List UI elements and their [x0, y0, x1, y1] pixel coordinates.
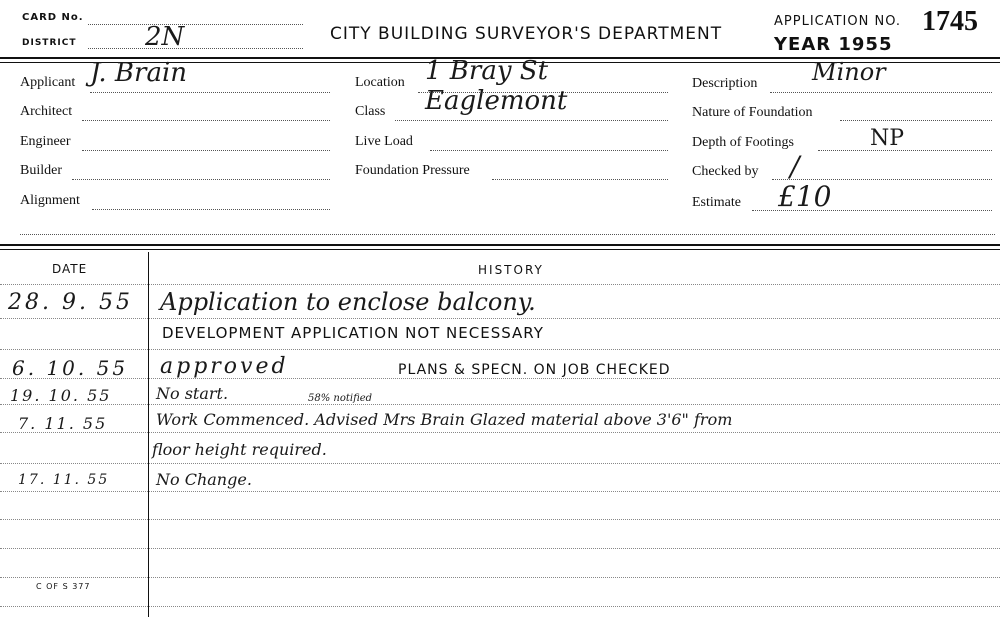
- date-header: DATE: [52, 262, 88, 276]
- estimate-label: Estimate: [692, 195, 741, 210]
- card-no-label: CARD No.: [22, 12, 84, 23]
- history-rule: [0, 284, 1000, 285]
- history-rule: [0, 548, 1000, 549]
- history-entry-text: floor height required.: [152, 440, 327, 459]
- history-rule: [0, 378, 1000, 379]
- history-rule: [0, 318, 1000, 319]
- class-label: Class: [355, 104, 386, 119]
- history-rule: [0, 606, 1000, 607]
- district-line: [88, 48, 303, 49]
- history-rule-bottom: [0, 249, 1000, 250]
- depth-line: [818, 150, 992, 151]
- history-rule-top: [0, 244, 1000, 246]
- form-code: C OF S 377: [36, 582, 91, 591]
- date-column-divider: [148, 252, 149, 617]
- history-rule: [0, 519, 1000, 520]
- application-no-value: 1745: [922, 6, 978, 37]
- checked-by-value: /: [790, 150, 800, 183]
- history-rule: [0, 463, 1000, 464]
- history-header: HISTORY: [478, 263, 544, 277]
- development-stamp: DEVELOPMENT APPLICATION NOT NECESSARY: [162, 324, 544, 342]
- card-no-line: [88, 24, 303, 25]
- applicant-label: Applicant: [20, 75, 76, 90]
- history-entry-text: Application to enclose balcony.: [160, 288, 536, 316]
- history-entry-text: No Change.: [156, 470, 252, 489]
- history-rule: [0, 349, 1000, 350]
- plans-checked-stamp: PLANS & SPECN. ON JOB CHECKED: [398, 362, 671, 378]
- district-value: 2N: [145, 22, 185, 52]
- location-value: 1 Bray St: [425, 56, 549, 86]
- depth-of-footings-label: Depth of Footings: [692, 135, 794, 150]
- estimate-value: £10: [778, 180, 832, 213]
- description-value: Minor: [812, 58, 886, 86]
- history-entry-date: 7. 11. 55: [18, 414, 108, 433]
- history-entry-text: Work Commenced. Advised Mrs Brain Glazed material above 3'6" from: [156, 410, 733, 429]
- description-label: Description: [692, 76, 758, 91]
- engineer-label: Engineer: [20, 134, 71, 149]
- applicant-value: J. Brain: [90, 58, 188, 88]
- district-label: DISTRICT: [22, 38, 77, 48]
- history-entry-date: 17. 11. 55: [18, 472, 110, 488]
- nature-line: [840, 120, 992, 121]
- fields-bottom-line: [20, 234, 995, 235]
- history-entry-date: 6. 10. 55: [12, 356, 129, 380]
- checked-by-label: Checked by: [692, 164, 759, 179]
- history-entry-text: No start.: [156, 384, 229, 403]
- history-entry-note: 58% notified: [308, 393, 373, 404]
- history-rule: [0, 404, 1000, 405]
- builder-label: Builder: [20, 163, 62, 178]
- history-entry-text: approved: [160, 354, 289, 379]
- department-title: CITY BUILDING SURVEYOR'S DEPARTMENT: [330, 24, 723, 44]
- alignment-line: [92, 209, 330, 210]
- nature-of-foundation-label: Nature of Foundation: [692, 105, 813, 120]
- foundation-pressure-label: Foundation Pressure: [355, 163, 470, 178]
- location-label: Location: [355, 75, 405, 90]
- live-load-line: [430, 150, 668, 151]
- history-rule: [0, 577, 1000, 578]
- year-label: YEAR 1955: [774, 34, 893, 55]
- history-entry-date: 28. 9. 55: [8, 290, 133, 315]
- class-line: [395, 120, 668, 121]
- live-load-label: Live Load: [355, 134, 413, 149]
- builder-line: [72, 179, 330, 180]
- engineer-line: [82, 150, 330, 151]
- history-rule: [0, 432, 1000, 433]
- description-line: [770, 92, 992, 93]
- applicant-line: [90, 92, 330, 93]
- application-no-label: APPLICATION NO.: [774, 14, 902, 29]
- architect-line: [82, 120, 330, 121]
- alignment-label: Alignment: [20, 193, 80, 208]
- class-value: Eaglemont: [425, 86, 568, 116]
- architect-label: Architect: [20, 104, 73, 119]
- foundation-pressure-line: [492, 179, 668, 180]
- history-entry-date: 19. 10. 55: [10, 386, 112, 405]
- depth-value: NP: [870, 126, 905, 151]
- history-rule: [0, 491, 1000, 492]
